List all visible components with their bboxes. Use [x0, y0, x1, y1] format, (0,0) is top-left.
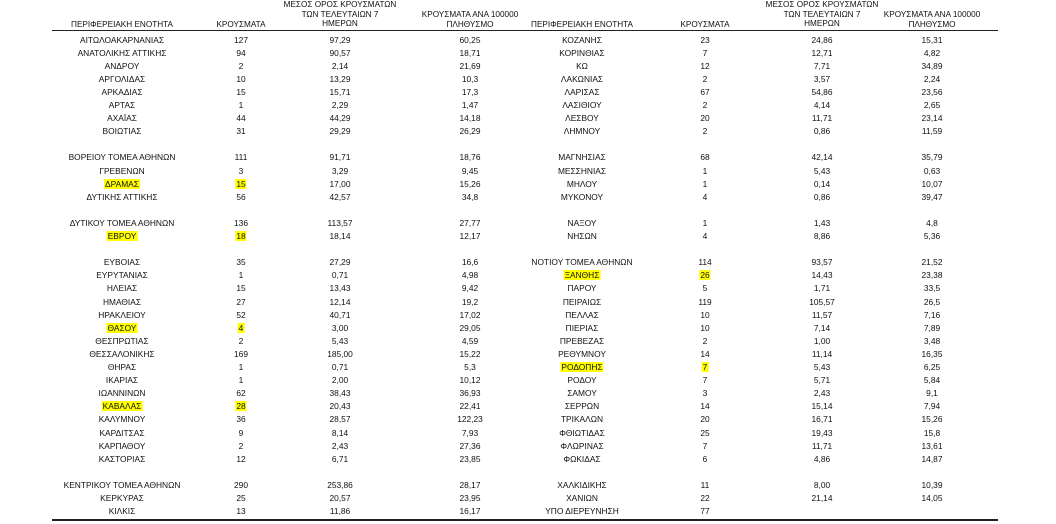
right-cases-cell: 20	[700, 113, 710, 124]
left-cases-cell: 27	[236, 296, 246, 307]
right-cases-cell: 7	[702, 47, 708, 58]
right-cases-cell: 1	[702, 217, 708, 228]
left-avg7-cell: 5,43	[331, 335, 349, 346]
right-cases-cell: 2	[702, 73, 708, 84]
right-per100k-cell: 9,1	[926, 388, 938, 399]
left-avg7-cell: 17,00	[329, 178, 351, 189]
right-region-cell: ΤΡΙΚΑΛΩΝ	[560, 414, 604, 425]
left-region-cell: ΚΑΛΥΜΝΟΥ	[98, 414, 146, 425]
left-region-cell: ΑΡΚΑΔΙΑΣ	[101, 86, 143, 97]
right-avg7-cell: 8,00	[813, 479, 831, 490]
right-cases-cell: 7	[702, 375, 708, 386]
right-avg7-cell: 7,14	[813, 322, 831, 333]
left-cases-cell: 127	[234, 34, 248, 45]
right-region-cell: ΠΕΛΛΑΣ	[565, 309, 599, 320]
left-per100k-cell: 4,98	[461, 270, 479, 281]
left-per100k-cell: 22,41	[459, 401, 481, 412]
right-region-cell: ΥΠΟ ΔΙΕΡΕΥΝΗΣΗ	[545, 506, 619, 517]
right-region-cell: ΝΑΞΟΥ	[567, 217, 597, 228]
left-avg7-cell: 12,14	[329, 296, 351, 307]
left-cases-cell: 52	[236, 309, 246, 320]
left-region-cell: ΒΟΙΩΤΙΑΣ	[102, 126, 142, 137]
header-region-left: ΠΕΡΙΦΕΡΕΙΑΚΗ ΕΝΟΤΗΤΑ	[71, 20, 173, 29]
right-per100k-cell: 11,59	[921, 126, 943, 137]
left-avg7-cell: 2,29	[331, 100, 349, 110]
left-cases-cell: 2	[238, 335, 244, 346]
right-cases-cell: 7	[702, 362, 708, 372]
left-per100k-cell: 60,25	[459, 34, 481, 45]
right-per100k-cell: 23,14	[921, 113, 943, 124]
left-per100k-cell: 16,17	[459, 506, 481, 517]
left-avg7-cell: 13,29	[329, 73, 351, 84]
left-avg7-cell: 90,57	[329, 47, 351, 58]
left-cases-cell: 10	[236, 73, 246, 84]
left-region-cell: ΘΕΣΣΑΛΟΝΙΚΗΣ	[89, 348, 155, 359]
right-avg7-cell: 3,57	[813, 73, 831, 84]
left-per100k-cell: 36,93	[459, 388, 481, 399]
left-region-cell: ΓΡΕΒΕΝΩΝ	[99, 165, 145, 176]
right-per100k-cell: 5,84	[923, 375, 941, 386]
left-region-cell: ΙΚΑΡΙΑΣ	[105, 375, 139, 386]
right-cases-cell: 11	[700, 479, 710, 490]
right-region-cell: ΛΑΡΙΣΑΣ	[564, 86, 600, 97]
right-region-cell: ΦΘΙΩΤΙΔΑΣ	[559, 427, 605, 438]
left-region-cell: ΔΥΤΙΚΟΥ ΤΟΜΕΑ ΑΘΗΝΩΝ	[69, 217, 175, 228]
left-per100k-cell: 28,17	[459, 479, 481, 490]
header-rule	[52, 30, 998, 31]
right-per100k-cell: 3,48	[923, 335, 941, 346]
right-per100k-cell: 34,89	[921, 60, 943, 71]
left-region-cell: ΚΕΡΚΥΡΑΣ	[100, 493, 144, 503]
right-per100k-cell: 10,07	[921, 178, 943, 189]
right-region-cell: ΡΟΔΟΠΗΣ	[561, 362, 603, 372]
left-avg7-cell: 11,86	[329, 506, 351, 517]
right-per100k-cell: 15,31	[921, 34, 943, 45]
left-region-cell: ΘΕΣΠΡΩΤΙΑΣ	[95, 335, 149, 346]
left-cases-cell: 2	[238, 60, 244, 71]
right-per100k-cell: 35,79	[921, 152, 943, 163]
right-cases-cell: 3	[702, 388, 708, 399]
left-region-cell: ΕΥΡΥΤΑΝΙΑΣ	[96, 270, 148, 281]
right-per100k-cell: 2,65	[923, 100, 941, 110]
right-cases-cell: 26	[700, 270, 710, 281]
left-cases-cell: 2	[238, 440, 244, 451]
right-avg7-cell: 1,00	[813, 335, 831, 346]
left-per100k-cell: 17,02	[459, 309, 481, 320]
left-avg7-cell: 2,00	[331, 375, 349, 386]
left-avg7-cell: 2,43	[331, 440, 349, 451]
left-region-cell: ΑΙΤΩΛΟΑΚΑΡΝΑΝΙΑΣ	[79, 34, 165, 45]
left-avg7-cell: 28,57	[329, 414, 351, 425]
header-per100k-right: ΚΡΟΥΣΜΑΤΑ ΑΝΑ 100000 ΠΛΗΘΥΣΜΟ	[883, 10, 981, 29]
right-cases-cell: 7	[702, 440, 708, 451]
left-avg7-cell: 185,00	[327, 348, 353, 359]
left-cases-cell: 4	[238, 322, 244, 333]
left-avg7-cell: 29,29	[329, 126, 351, 137]
left-region-cell: ΚΑΡΔΙΤΣΑΣ	[99, 427, 145, 438]
right-per100k-cell: 14,05	[921, 493, 943, 503]
left-per100k-cell: 14,18	[459, 113, 481, 124]
left-avg7-cell: 253,86	[327, 479, 353, 490]
right-avg7-cell: 5,43	[813, 362, 831, 372]
right-region-cell: ΜΥΚΟΝΟΥ	[560, 191, 604, 202]
left-region-cell: ΚΑΒΑΛΑΣ	[102, 401, 142, 412]
right-cases-cell: 5	[702, 283, 708, 294]
right-cases-cell: 25	[700, 427, 710, 438]
right-region-cell: ΠΡΕΒΕΖΑΣ	[559, 335, 605, 346]
right-region-cell: ΦΩΚΙΔΑΣ	[563, 453, 601, 464]
header-region-right: ΠΕΡΙΦΕΡΕΙΑΚΗ ΕΝΟΤΗΤΑ	[531, 20, 633, 29]
right-cases-cell: 10	[700, 322, 710, 333]
left-cases-cell: 15	[236, 283, 246, 294]
left-cases-cell: 1	[238, 362, 244, 372]
right-per100k-cell: 21,52	[921, 257, 943, 268]
left-cases-cell: 3	[238, 165, 244, 176]
left-cases-cell: 1	[238, 100, 244, 110]
right-cases-cell: 67	[700, 86, 710, 97]
right-avg7-cell: 0,86	[813, 191, 831, 202]
right-avg7-cell: 21,14	[811, 493, 833, 503]
left-cases-cell: 56	[236, 191, 246, 202]
left-avg7-cell: 44,29	[329, 113, 351, 124]
right-region-cell: ΛΗΜΝΟΥ	[563, 126, 601, 137]
left-per100k-cell: 7,93	[461, 427, 479, 438]
right-region-cell: ΡΕΘΥΜΝΟΥ	[558, 348, 606, 359]
left-cases-cell: 94	[236, 47, 246, 58]
left-region-cell: ΚΑΡΠΑΘΟΥ	[98, 440, 146, 451]
left-avg7-cell: 2,14	[331, 60, 349, 71]
right-region-cell: ΧΑΛΚΙΔΙΚΗΣ	[557, 479, 607, 490]
right-per100k-cell: 5,36	[923, 231, 941, 241]
right-avg7-cell: 42,14	[811, 152, 833, 163]
bottom-rule	[52, 519, 998, 521]
left-avg7-cell: 40,71	[329, 309, 351, 320]
left-per100k-cell: 27,36	[459, 440, 481, 451]
right-region-cell: ΚΟΖΑΝΗΣ	[562, 34, 602, 45]
left-per100k-cell: 122,23	[457, 414, 483, 425]
right-region-cell: ΜΗΛΟΥ	[566, 178, 598, 189]
right-region-cell: ΠΙΕΡΙΑΣ	[565, 322, 599, 333]
right-per100k-cell: 14,87	[921, 453, 943, 464]
left-per100k-cell: 29,05	[459, 322, 481, 333]
left-region-cell: ΑΝΔΡΟΥ	[104, 60, 140, 71]
left-avg7-cell: 91,71	[329, 152, 351, 163]
left-per100k-cell: 4,59	[461, 335, 479, 346]
left-avg7-cell: 20,57	[329, 493, 351, 503]
right-cases-cell: 119	[698, 296, 712, 307]
right-region-cell: ΝΗΣΩΝ	[567, 231, 597, 241]
right-region-cell: ΛΑΣΙΘΙΟΥ	[562, 100, 602, 110]
right-per100k-cell: 7,94	[923, 401, 941, 412]
left-per100k-cell: 9,45	[461, 165, 479, 176]
right-cases-cell: 14	[700, 348, 710, 359]
left-cases-cell: 12	[236, 453, 246, 464]
left-per100k-cell: 18,71	[459, 47, 481, 58]
left-cases-cell: 25	[236, 493, 246, 503]
left-cases-cell: 1	[238, 270, 244, 281]
right-cases-cell: 20	[700, 414, 710, 425]
left-per100k-cell: 5,3	[464, 362, 476, 372]
right-per100k-cell: 7,89	[923, 322, 941, 333]
right-region-cell: ΣΕΡΡΩΝ	[564, 401, 600, 412]
left-avg7-cell: 38,43	[329, 388, 351, 399]
left-region-cell: ΗΜΑΘΙΑΣ	[102, 296, 142, 307]
left-per100k-cell: 12,17	[459, 231, 481, 241]
right-cases-cell: 2	[702, 126, 708, 137]
left-cases-cell: 1	[238, 375, 244, 386]
right-region-cell: ΝΟΤΙΟΥ ΤΟΜΕΑ ΑΘΗΝΩΝ	[531, 257, 633, 268]
right-per100k-cell: 10,39	[921, 479, 943, 490]
right-per100k-cell: 6,25	[923, 362, 941, 372]
left-region-cell: ΗΡΑΚΛΕΙΟΥ	[98, 309, 146, 320]
left-cases-cell: 44	[236, 113, 246, 124]
header-cases-left: ΚΡΟΥΣΜΑΤΑ	[216, 20, 266, 29]
left-region-cell: ΗΛΕΙΑΣ	[106, 283, 138, 294]
right-cases-cell: 22	[700, 493, 710, 503]
right-per100k-cell: 16,35	[921, 348, 943, 359]
right-avg7-cell: 11,14	[811, 348, 833, 359]
right-region-cell: ΜΕΣΣΗΝΙΑΣ	[557, 165, 607, 176]
right-per100k-cell: 7,16	[923, 309, 941, 320]
left-per100k-cell: 16,6	[461, 257, 479, 268]
right-avg7-cell: 5,71	[813, 375, 831, 386]
right-per100k-cell: 4,8	[926, 217, 938, 228]
left-avg7-cell: 3,00	[331, 322, 349, 333]
left-avg7-cell: 27,29	[329, 257, 351, 268]
left-avg7-cell: 15,71	[329, 86, 351, 97]
right-avg7-cell: 0,86	[813, 126, 831, 137]
left-region-cell: ΘΗΡΑΣ	[107, 362, 137, 372]
left-region-cell: ΑΧΑΪΑΣ	[107, 113, 137, 124]
right-region-cell: ΚΟΡΙΝΘΙΑΣ	[559, 47, 605, 58]
right-avg7-cell: 11,57	[811, 309, 833, 320]
right-per100k-cell: 13,61	[921, 440, 943, 451]
right-per100k-cell: 39,47	[921, 191, 943, 202]
left-region-cell: ΑΡΓΟΛΙΔΑΣ	[98, 73, 146, 84]
left-cases-cell: 36	[236, 414, 246, 425]
left-per100k-cell: 10,3	[461, 73, 479, 84]
left-cases-cell: 15	[236, 178, 246, 189]
right-avg7-cell: 105,57	[809, 296, 835, 307]
left-per100k-cell: 23,85	[459, 453, 481, 464]
right-avg7-cell: 54,86	[811, 86, 833, 97]
right-avg7-cell: 19,43	[811, 427, 833, 438]
left-region-cell: ΕΒΡΟΥ	[107, 231, 137, 241]
left-cases-cell: 290	[234, 479, 248, 490]
left-avg7-cell: 0,71	[331, 270, 349, 281]
left-region-cell: ΑΡΤΑΣ	[108, 100, 136, 110]
left-per100k-cell: 18,76	[459, 152, 481, 163]
left-per100k-cell: 15,26	[459, 178, 481, 189]
right-per100k-cell: 23,38	[921, 270, 943, 281]
left-region-cell: ΚΙΛΚΙΣ	[108, 506, 136, 517]
right-per100k-cell: 4,82	[923, 47, 941, 58]
right-avg7-cell: 0,14	[813, 178, 831, 189]
right-region-cell: ΜΑΓΝΗΣΙΑΣ	[558, 152, 606, 163]
right-region-cell: ΧΑΝΙΩΝ	[566, 493, 598, 503]
right-avg7-cell: 2,43	[813, 388, 831, 399]
right-cases-cell: 2	[702, 335, 708, 346]
left-per100k-cell: 10,12	[459, 375, 481, 386]
left-per100k-cell: 21,69	[459, 60, 481, 71]
left-avg7-cell: 8,14	[331, 427, 349, 438]
right-per100k-cell: 15,8	[923, 427, 941, 438]
right-region-cell: ΛΕΣΒΟΥ	[565, 113, 599, 124]
left-avg7-cell: 20,43	[329, 401, 351, 412]
left-per100k-cell: 17,3	[461, 86, 479, 97]
header-avg-right: ΜΕΣΟΣ ΟΡΟΣ ΚΡΟΥΣΜΑΤΩΝ ΤΩΝ ΤΕΛΕΥΤΑΙΩΝ 7 ΗΜΕΡΩΝ	[765, 0, 879, 28]
left-region-cell: ΚΕΝΤΡΙΚΟΥ ΤΟΜΕΑ ΑΘΗΝΩΝ	[63, 479, 181, 490]
right-cases-cell: 1	[702, 165, 708, 176]
right-cases-cell: 12	[700, 60, 710, 71]
right-cases-cell: 23	[700, 34, 710, 45]
right-region-cell: ΚΩ	[576, 60, 588, 71]
right-cases-cell: 14	[700, 401, 710, 412]
left-per100k-cell: 15,22	[459, 348, 481, 359]
right-cases-cell: 6	[702, 453, 708, 464]
left-region-cell: ΔΡΑΜΑΣ	[105, 178, 139, 189]
right-avg7-cell: 8,86	[813, 231, 831, 241]
left-region-cell: ΒΟΡΕΙΟΥ ΤΟΜΕΑ ΑΘΗΝΩΝ	[68, 152, 176, 163]
left-per100k-cell: 26,29	[459, 126, 481, 137]
header-avg-left: ΜΕΣΟΣ ΟΡΟΣ ΚΡΟΥΣΜΑΤΩΝ ΤΩΝ ΤΕΛΕΥΤΑΙΩΝ 7 ΗΜΕΡΩΝ	[283, 0, 397, 28]
header-cases-right: ΚΡΟΥΣΜΑΤΑ	[680, 20, 730, 29]
right-cases-cell: 4	[702, 231, 708, 241]
right-avg7-cell: 11,71	[811, 440, 833, 451]
left-cases-cell: 169	[234, 348, 248, 359]
right-avg7-cell: 14,43	[811, 270, 833, 281]
left-avg7-cell: 97,29	[329, 34, 351, 45]
left-per100k-cell: 19,2	[461, 296, 479, 307]
left-cases-cell: 62	[236, 388, 246, 399]
right-avg7-cell: 5,43	[813, 165, 831, 176]
left-cases-cell: 35	[236, 257, 246, 268]
right-region-cell: ΛΑΚΩΝΙΑΣ	[560, 73, 604, 84]
right-avg7-cell: 7,71	[813, 60, 831, 71]
right-cases-cell: 4	[702, 191, 708, 202]
left-avg7-cell: 0,71	[331, 362, 349, 372]
left-cases-cell: 28	[236, 401, 246, 412]
left-region-cell: ΔΥΤΙΚΗΣ ΑΤΤΙΚΗΣ	[86, 191, 158, 202]
left-per100k-cell: 34,8	[461, 191, 479, 202]
left-region-cell: ΙΩΑΝΝΙΝΩΝ	[98, 388, 146, 399]
right-avg7-cell: 12,71	[811, 47, 833, 58]
right-region-cell: ΦΛΩΡΙΝΑΣ	[560, 440, 604, 451]
right-avg7-cell: 93,57	[811, 257, 833, 268]
right-avg7-cell: 1,71	[813, 283, 831, 294]
right-avg7-cell: 4,14	[813, 100, 831, 110]
left-avg7-cell: 42,57	[329, 191, 351, 202]
left-per100k-cell: 9,42	[461, 283, 479, 294]
left-cases-cell: 18	[236, 231, 246, 241]
right-avg7-cell: 11,71	[811, 113, 833, 124]
left-per100k-cell: 27,77	[459, 217, 481, 228]
right-avg7-cell: 4,86	[813, 453, 831, 464]
right-region-cell: ΡΟΔΟΥ	[567, 375, 597, 386]
left-avg7-cell: 6,71	[331, 453, 349, 464]
left-per100k-cell: 1,47	[461, 100, 479, 110]
right-avg7-cell: 24,86	[811, 34, 833, 45]
left-avg7-cell: 3,29	[331, 165, 349, 176]
right-avg7-cell: 16,71	[811, 414, 833, 425]
right-cases-cell: 77	[700, 506, 710, 517]
left-cases-cell: 15	[236, 86, 246, 97]
left-region-cell: ΘΑΣΟΥ	[107, 322, 137, 333]
left-cases-cell: 13	[236, 506, 246, 517]
right-cases-cell: 1	[702, 178, 708, 189]
left-avg7-cell: 13,43	[329, 283, 351, 294]
right-cases-cell: 10	[700, 309, 710, 320]
left-avg7-cell: 18,14	[329, 231, 351, 241]
left-region-cell: ΕΥΒΟΙΑΣ	[103, 257, 141, 268]
right-per100k-cell: 15,26	[921, 414, 943, 425]
right-region-cell: ΠΑΡΟΥ	[567, 283, 597, 294]
right-per100k-cell: 33,5	[923, 283, 941, 294]
left-per100k-cell: 23,95	[459, 493, 481, 503]
left-region-cell: ΑΝΑΤΟΛΙΚΗΣ ΑΤΤΙΚΗΣ	[77, 47, 167, 58]
right-per100k-cell: 0,63	[923, 165, 941, 176]
left-avg7-cell: 113,57	[327, 217, 353, 228]
right-cases-cell: 68	[700, 152, 710, 163]
right-avg7-cell: 1,43	[813, 217, 831, 228]
left-cases-cell: 31	[236, 126, 246, 137]
right-per100k-cell: 23,56	[921, 86, 943, 97]
left-cases-cell: 111	[234, 152, 248, 163]
right-avg7-cell: 15,14	[811, 401, 833, 412]
right-region-cell: ΞΑΝΘΗΣ	[564, 270, 600, 281]
right-region-cell: ΣΑΜΟΥ	[567, 388, 597, 399]
right-cases-cell: 2	[702, 100, 708, 110]
left-cases-cell: 136	[234, 217, 248, 228]
right-region-cell: ΠΕΙΡΑΙΩΣ	[562, 296, 602, 307]
header-per100k-left: ΚΡΟΥΣΜΑΤΑ ΑΝΑ 100000 ΠΛΗΘΥΣΜΟ	[421, 10, 519, 29]
right-per100k-cell: 26,5	[923, 296, 941, 307]
left-region-cell: ΚΑΣΤΟΡΙΑΣ	[98, 453, 146, 464]
left-cases-cell: 9	[238, 427, 244, 438]
right-cases-cell: 114	[698, 257, 712, 268]
right-per100k-cell: 2,24	[923, 73, 941, 84]
